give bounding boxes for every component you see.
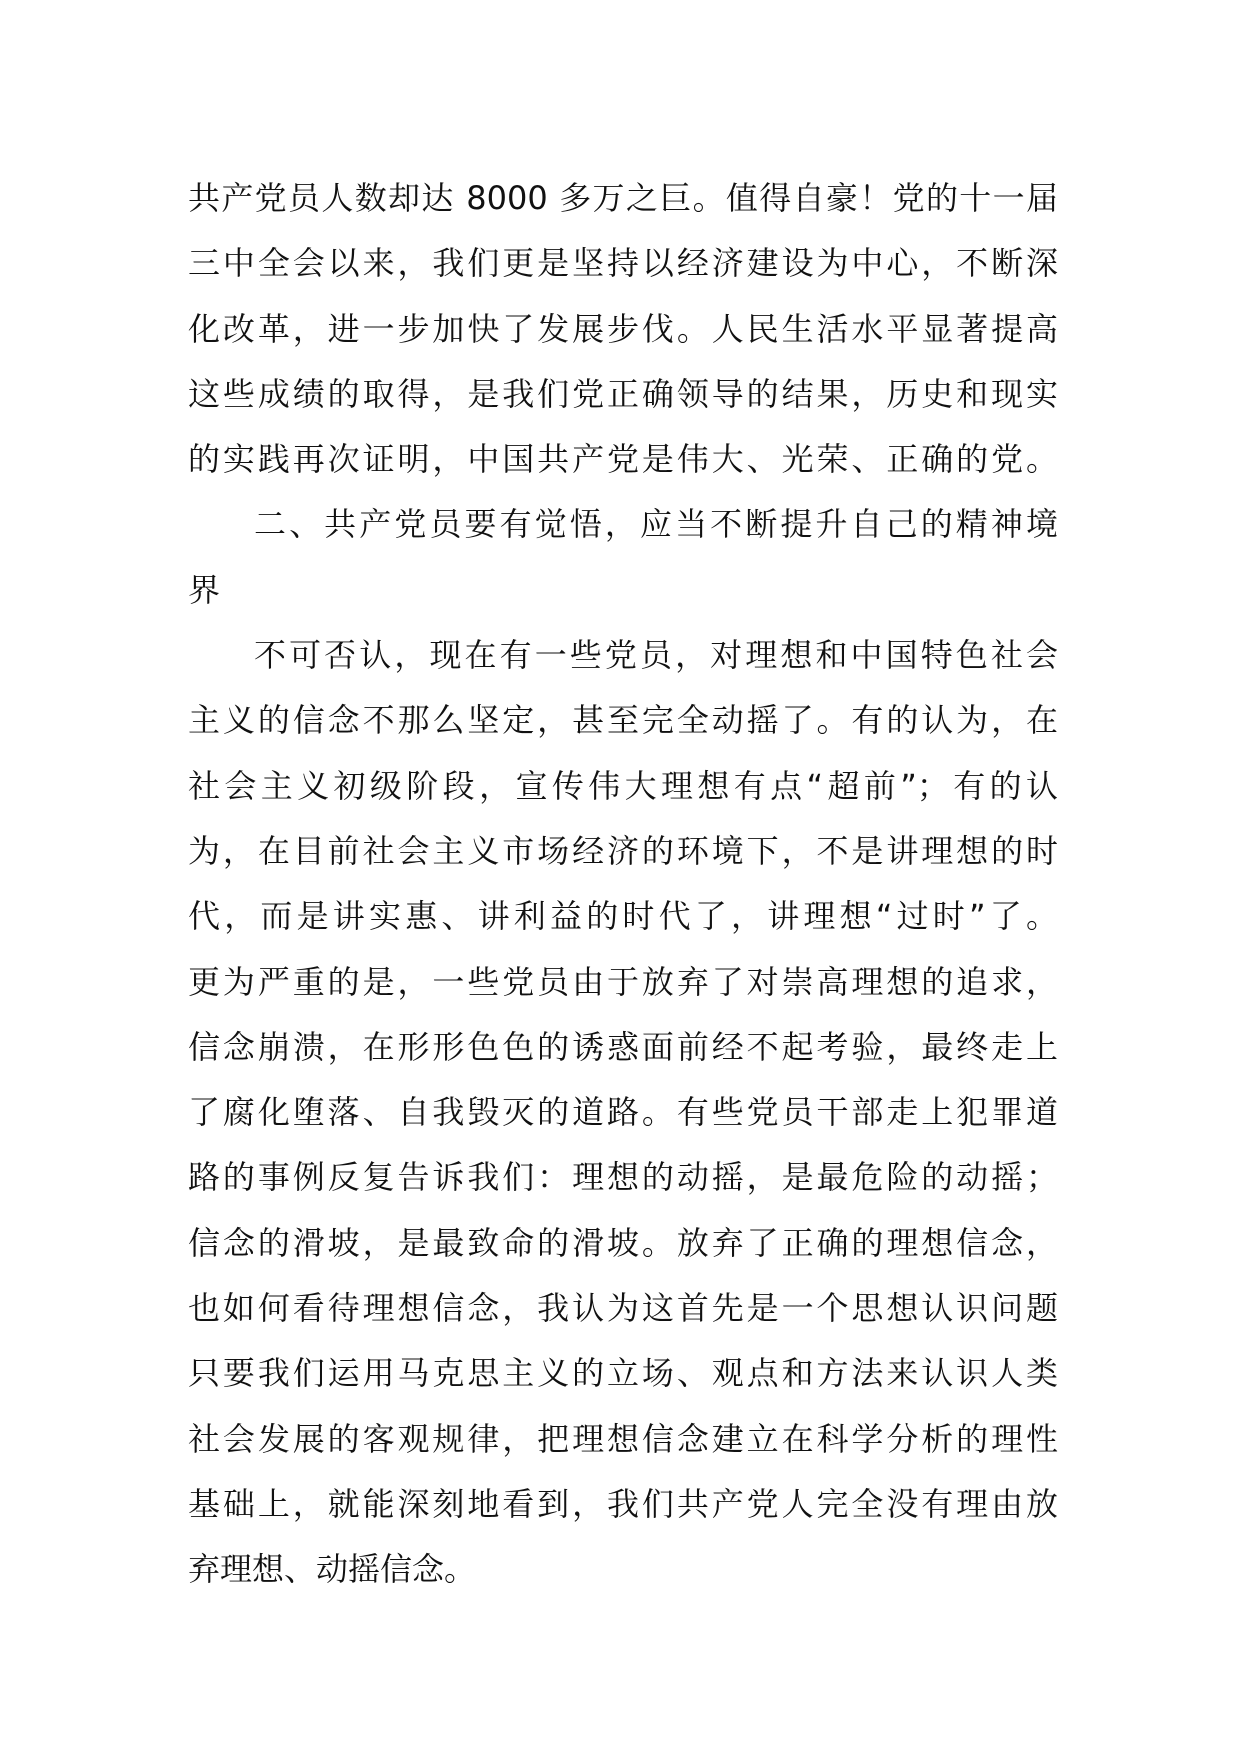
text-line: 不可否认，现在有一些党员，对理想和中国特色社会 xyxy=(254,636,1058,675)
text-line: 共产党员人数却达 8000 多万之巨。值得自豪！党的十一届 xyxy=(188,179,1058,217)
text-line: 代，而是讲实惠、讲利益的时代了，讲理想“过时”了。 xyxy=(188,897,1058,936)
text-line: 社会发展的客观规律，把理想信念建立在科学分析的理性 xyxy=(188,1419,1058,1458)
text-line: 更为严重的是，一些党员由于放弃了对崇高理想的追求， xyxy=(188,962,1058,1001)
text-line: 信念的滑坡，是最致命的滑坡。放弃了正确的理想信念， xyxy=(188,1223,1058,1262)
text-line: 路的事例反复告诉我们：理想的动摇，是最危险的动摇； xyxy=(188,1158,1058,1197)
text-line: 化改革，进一步加快了发展步伐。人民生活水平显著提高 xyxy=(188,309,1058,348)
text-line: 主义的信念不那么坚定，甚至完全动摇了。有的认为，在 xyxy=(188,701,1058,740)
text-line: 二、共产党员要有觉悟，应当不断提升自己的精神境 xyxy=(254,505,1058,544)
text-line: 这些成绩的取得，是我们党正确领导的结果，历史和现实 xyxy=(188,374,1058,413)
text-line: 弃理想、动摇信念。 xyxy=(188,1550,477,1589)
text-line: 基础上，就能深刻地看到，我们共产党人完全没有理由放 xyxy=(188,1484,1058,1523)
text-line: 的实践再次证明，中国共产党是伟大、光荣、正确的党。 xyxy=(188,440,1058,479)
text-line: 也如何看待理想信念，我认为这首先是一个思想认识问题 xyxy=(188,1289,1058,1328)
text-line: 信念崩溃，在形形色色的诱惑面前经不起考验，最终走上 xyxy=(188,1027,1058,1066)
text-line: 了腐化堕落、自我毁灭的道路。有些党员干部走上犯罪道 xyxy=(188,1093,1058,1132)
text-line: 只要我们运用马克思主义的立场、观点和方法来认识人类 xyxy=(188,1354,1058,1393)
text-line: 三中全会以来，我们更是坚持以经济建设为中心，不断深 xyxy=(188,244,1058,283)
text-line: 社会主义初级阶段，宣传伟大理想有点“超前”；有的认 xyxy=(188,766,1058,805)
body-text xyxy=(188,166,1058,1603)
text-line: 界 xyxy=(188,570,221,609)
text-line: 为，在目前社会主义市场经济的环境下，不是讲理想的时 xyxy=(188,831,1058,870)
